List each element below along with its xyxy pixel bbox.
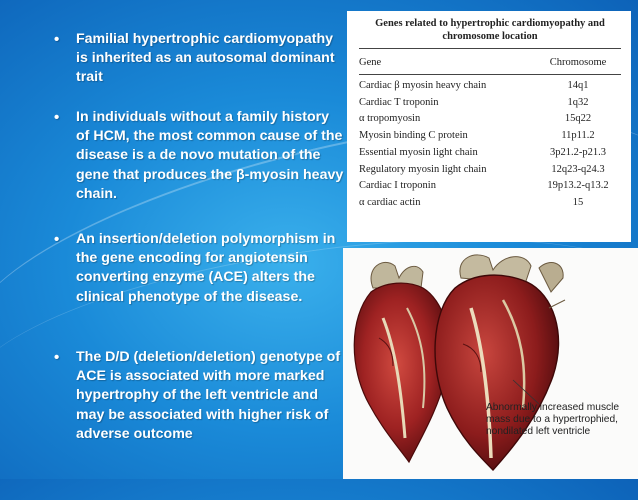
table-row (359, 78, 621, 95)
gene-cell: α tropomyosin (359, 113, 421, 125)
table-row (359, 195, 621, 212)
heart-drawing (343, 248, 638, 479)
chromosome-cell: 15 (572, 196, 584, 208)
chromosome-cell: 11p11.2 (561, 130, 595, 142)
chromosome-cell: 14q1 (567, 80, 589, 91)
gene-cell: α cardiac actin (359, 196, 421, 208)
gene-cell: Regulatory myosin light chain (359, 163, 487, 175)
gene-cell: Cardiac β myosin heavy chain (359, 80, 487, 91)
gene-cell: Cardiac I troponin (359, 180, 436, 192)
chromosome-cell: 1q32 (567, 96, 589, 108)
table-title: Genes related to hypertrophic cardiomyopathy and chromosome location (359, 17, 621, 49)
table-header (359, 49, 621, 75)
heart-illustration (343, 248, 638, 479)
table-row (359, 128, 621, 145)
bullet-item (54, 348, 344, 444)
bullet-symbol: • (54, 31, 60, 48)
bullet-item (54, 30, 344, 88)
chromosome-cell: 15q22 (564, 113, 592, 125)
gene-cell: Essential myosin light chain (359, 146, 478, 158)
bullet-text: Familial hypertrophic cardiomyopathy is inherited as an autosomal dominant trait (76, 31, 335, 86)
table-row (359, 95, 621, 112)
chromosome-cell: 12q23-q24.3 (551, 163, 605, 175)
bullet-text: The D/D (deletion/deletion) genotype of ACE is associated with more marked hypertrophy of the left ventricle and may be associated with higher risk of adverse outcome (76, 349, 341, 442)
figure-caption: Abnormally increased muscle mass due to a hypertrophied, nondilated left ventricle (486, 402, 620, 437)
bullet-text: In individuals without a family history of HCM, the most common cause of the disease is a de novo mutation of the gene that produces the β-myosin heavy chain. (76, 109, 344, 202)
table-row (359, 111, 621, 128)
bullet-item (54, 108, 344, 204)
gene-cell: Myosin binding C protein (359, 130, 468, 142)
chromosome-cell: 3p21.2-p21.3 (550, 146, 606, 158)
table-body (359, 75, 621, 212)
bullet-symbol: • (54, 231, 60, 248)
table-row (359, 162, 621, 179)
bullet-item (54, 230, 344, 307)
gene-cell: Cardiac T troponin (359, 96, 439, 108)
gene-table (347, 11, 631, 242)
table-row (359, 145, 621, 162)
chromosome-cell: 19p13.2-q13.2 (547, 180, 609, 192)
bullet-text: An insertion/deletion polymorphism in the gene encoding for angiotensin converting enzyme (ACE) alters the clinical phenotype of the disease. (76, 231, 336, 305)
bullet-symbol: • (54, 109, 60, 126)
column-header-gene: Gene (359, 57, 382, 68)
table-row (359, 178, 621, 195)
bullet-symbol: • (54, 349, 60, 366)
column-header-chromosome: Chromosome (549, 57, 607, 68)
